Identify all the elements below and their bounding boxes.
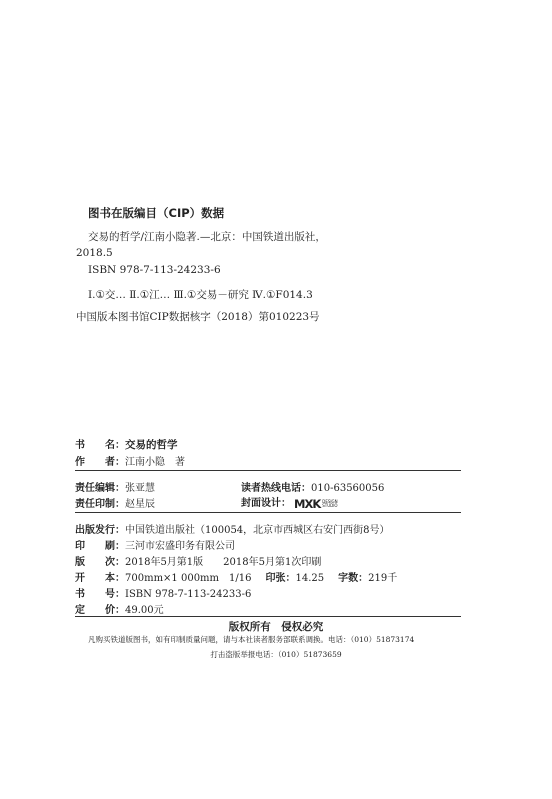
divider-1 [75, 470, 461, 471]
sheets-value: 14.25 [295, 573, 325, 584]
print-manager-label: 责任印制： [75, 499, 125, 510]
mx-design-studio-logo [294, 497, 338, 511]
editor-row [75, 479, 155, 494]
hotline-row [241, 479, 384, 494]
publisher-value: 中国铁道出版社（100054，北京市西城区右安门西街8号） [125, 525, 390, 536]
cover-design-label: 封面设计： [241, 498, 291, 509]
price-value: 49.00元 [125, 605, 164, 616]
cip-line-title-author: 交易的哲学/江南小隐著.—北京：中国铁道出版社， [88, 231, 326, 243]
format-row [75, 569, 397, 584]
hotline-label: 读者热线电话： [241, 483, 311, 494]
editor-value: 张亚慧 [125, 483, 155, 494]
isbn-label: 书 号： [75, 589, 125, 600]
logo-sub-studio: STUDIO [322, 502, 338, 508]
edition-label: 版 次： [75, 557, 125, 568]
quality-notice: 凡购买铁道版图书，如有印制质量问题，请与本社读者服务部联系调换。电话：（010）51873174 [88, 635, 415, 644]
logo-sub-design: DESIGN [322, 498, 338, 504]
cip-line-date: 2018.5 [76, 247, 113, 259]
isbn-row [75, 585, 251, 600]
author-value: 江南小隐 著 [125, 457, 185, 468]
book-name-value: 交易的哲学 [125, 439, 178, 451]
publisher-row [75, 521, 390, 536]
publisher-label: 出版发行： [75, 525, 125, 536]
printer-row [75, 537, 235, 552]
divider-3 [75, 616, 461, 617]
logo-k-glyph: K [312, 496, 321, 511]
cover-design-row [241, 494, 338, 511]
logo-mark: MX [294, 496, 313, 511]
isbn-value: ISBN 978-7-113-24233-6 [125, 589, 252, 600]
cip-line-classification: Ⅰ.①交… Ⅱ.①江… Ⅲ.①交易－研究 Ⅳ.①F014.3 [88, 289, 313, 301]
book-name-label: 书 名： [75, 440, 125, 451]
copyright-notice: 版权所有 侵权必究 [228, 621, 324, 633]
anti-piracy-notice: 打击盗版举报电话：（010）51873659 [210, 650, 342, 659]
format-value: 700mm×1 000mm 1/16 [125, 573, 252, 584]
printer-value: 三河市宏盛印务有限公司 [125, 541, 235, 552]
print-manager-value: 赵星辰 [125, 499, 155, 510]
cip-line-record-number: 中国版本图书馆CIP数据核字（2018）第010223号 [76, 311, 320, 323]
words-value: 219千 [368, 573, 398, 584]
words-label: 字数： [338, 573, 369, 584]
book-name-row [75, 436, 178, 452]
hotline-value: 010-63560056 [311, 483, 385, 494]
edition-row [75, 553, 321, 568]
cip-title: 图书在版编目（CIP）数据 [88, 206, 225, 220]
format-label: 开 本： [75, 573, 125, 584]
author-label: 作 者： [75, 457, 125, 468]
editor-label: 责任编辑： [75, 483, 125, 494]
edition-value: 2018年5月第1版 2018年5月第1次印刷 [125, 557, 322, 568]
sheets-label: 印张： [265, 573, 296, 584]
cip-line-isbn: ISBN 978-7-113-24233-6 [88, 264, 221, 276]
printer-label: 印 刷： [75, 541, 125, 552]
print-manager-row [75, 495, 155, 510]
divider-2 [75, 512, 461, 513]
logo-subtext [322, 500, 337, 508]
price-row [75, 601, 164, 616]
author-row [75, 453, 185, 468]
price-label: 定 价： [75, 605, 125, 616]
